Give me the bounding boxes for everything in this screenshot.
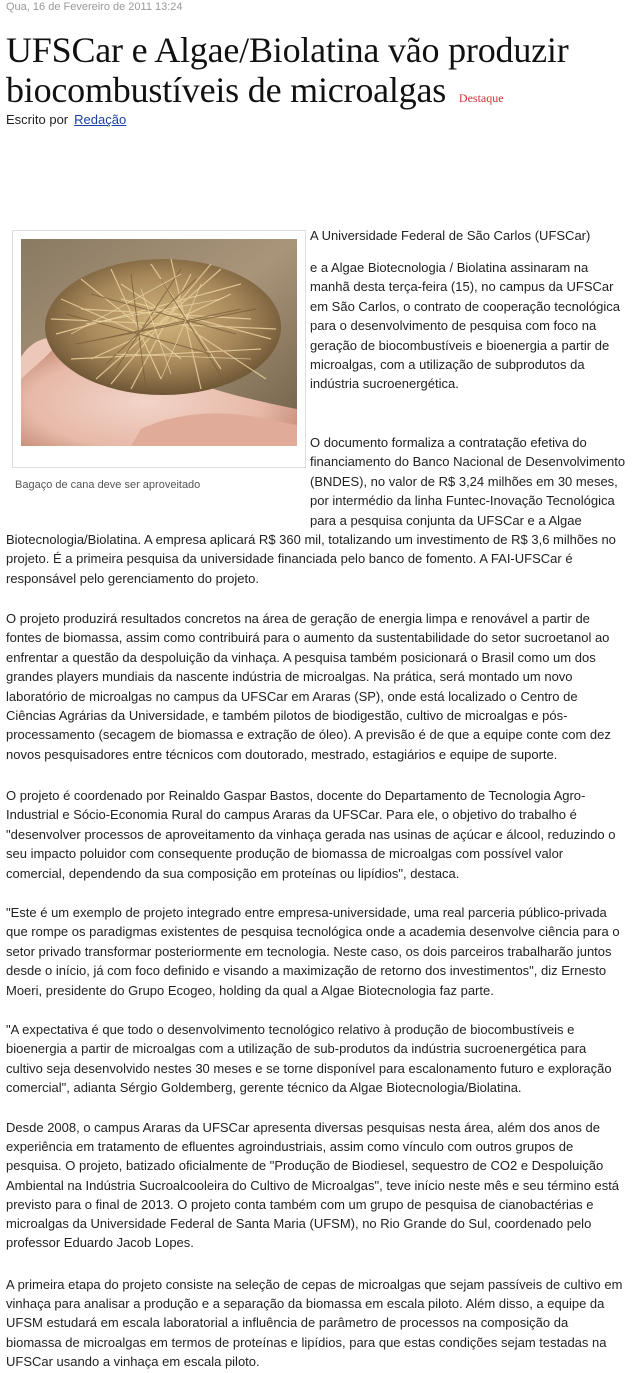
paragraph-first-stage: A primeira etapa do projeto consiste na seleção de cepas de microalgas que sejam passíveis de cultivo em vinhaça para analisar a produção e a separação da biomassa em escala piloto. Além disso, a equipe da UFSM estudará em escala laboratorial a influência de parâmetro de processos na composição da biomassa de microalgas em termos de proteínas e lipídios, para que estas condições sejam testadas na UFSCar usando a vinhaça em escala piloto. [6, 1277, 623, 1369]
article-figure [12, 230, 306, 491]
paragraph-results: O projeto produzirá resultados concretos na área de geração de energia limpa e renovável a partir de fontes de biomassa, assim como contribuirá para o aumento da sustentabilidade do setor sucroetanol ao enfrentar a questão da despoluição da vinhaça. A pesquisa também posicionará o Brasil como um dos grandes players mundiais da nascente indústria de microalgas. Na prática, será montado um novo laboratório de microalgas no campus da UFSCar em Araras (SP), onde está localizado o Centro de Ciências Agrárias da Universidade, e também pilotos de biodigestão, cultivo de microalgas e pós-processamento (secagem de biomassa e extração de óleo). A previsão é de que a equipe conte com dez novos pesquisadores entre técnicos com doutorado, mestrado, estagiários e equipe de suporte. [6, 611, 611, 762]
category-tag[interactable]: Destaque [458, 91, 504, 105]
image-caption: Bagaço de cana deve ser aproveitado [15, 479, 201, 491]
paragraph-agreement: e a Algae Biotecnologia / Biolatina assinaram na manhã desta terça-feira (15), no campus da UFSCar em São Carlos, o contrato de cooperação tecnológica para o desenvolvimento de pesquisa com foco na geração de biocombustíveis e bioenergia a partir de microalgas, com a utilização de subprodutos da indústria sucroenergética. [310, 260, 621, 392]
article-date: Qua, 16 de Fevereiro de 2011 13:24 [6, 1, 183, 13]
byline [6, 112, 126, 127]
paragraph-coordinator: O projeto é coordenado por Reinaldo Gaspar Bastos, docente do Departamento de Tecnologia Agro-Industrial e Sócio-Economia Rural do campus Araras da UFSCar. Para ele, o objetivo do trabalho é "desenvolver processos de aproveitamento da vinhaça gerada nas usinas de açúcar e álcool, reduzindo o seu impacto poluidor com consequente produção de biomassa de microalgas com possível valor comercial, dependendo da sua composição em proteínas ou lipídios", destaca. [6, 788, 616, 881]
paragraph-intro: A Universidade Federal de São Carlos (UFSCar) [310, 228, 591, 243]
paragraph-quote-goldemberg: "A expectativa é que todo o desenvolvimento tecnológico relativo à produção de biocombustíveis e bioenergia a partir de microalgas com a utilização de sub-produtos da indústria sucroenergética para cultivo seja desenvolvido nestes 30 meses e se torne disponível para escalonamento futuro e exploração comercial", adianta Sérgio Goldemberg, gerente técnico da Algae Biotecnologia/Biolatina. [6, 1022, 612, 1096]
paragraph-financing-cont: Biotecnologia/Biolatina. A empresa aplicará R$ 360 mil, totalizando um investimento de R$ 3,6 milhões no projeto. É a primeira pesquisa da universidade financiada pelo banco de fomento. A FAI-UFSCar é responsável pelo gerenciamento do projeto. [6, 532, 616, 586]
article-title-text: UFSCar e Algae/Biolatina vão produzir biocombustíveis de microalgas [6, 30, 569, 110]
paragraph-quote-moeri: "Este é um exemplo de projeto integrado entre empresa-universidade, uma real parceria público-privada que rompe os paradigmas existentes de pesquisa tecnológica onde a academia desenvolve ciência para o setor privado transformar posteriormente em tecnologia. Neste caso, os dois parceiros trabalharão juntos desde o início, já com foco definido e visando a maximização de retorno dos investimentos", diz Ernesto Moeri, presidente do Grupo Ecogeo, holding da qual a Algae Biotecnologia faz parte. [6, 905, 620, 998]
byline-prefix: Escrito por [6, 112, 69, 127]
paragraph-history: Desde 2008, o campus Araras da UFSCar apresenta diversas pesquisas nesta área, além dos anos de experiência em tratamento de efluentes agroindustriais, assim como vínculo com outros grupos de pesquisa. O projeto, batizado oficialmente de "Produção de Biodiesel, sequestro de CO2 e Despoluição Ambiental na Indústria Sucroalcooleira do Cultivo de Microalgas", teve início neste mês e seu término está previsto para o final de 2013. O projeto conta também com um grupo de pesquisa de cianobactérias e microalgas da Universidade Federal de Santa Maria (UFSM), no Rio Grande do Sul, coordenado pelo professor Eduardo Jacob Lopes. [6, 1120, 620, 1251]
sugarcane-bagasse-photo [21, 239, 297, 446]
paragraph-financing: O documento formaliza a contratação efetiva do financiamento do Banco Nacional de Desenvolvimento (BNDES), no valor de R$ 3,24 milhões em 30 meses, por intermédio da linha Funtec-Inovação Tecnológica para a pesquisa conjunta da UFSCar e a Algae [310, 435, 626, 528]
author-link[interactable]: Redação [74, 112, 127, 127]
article-title [6, 30, 626, 118]
